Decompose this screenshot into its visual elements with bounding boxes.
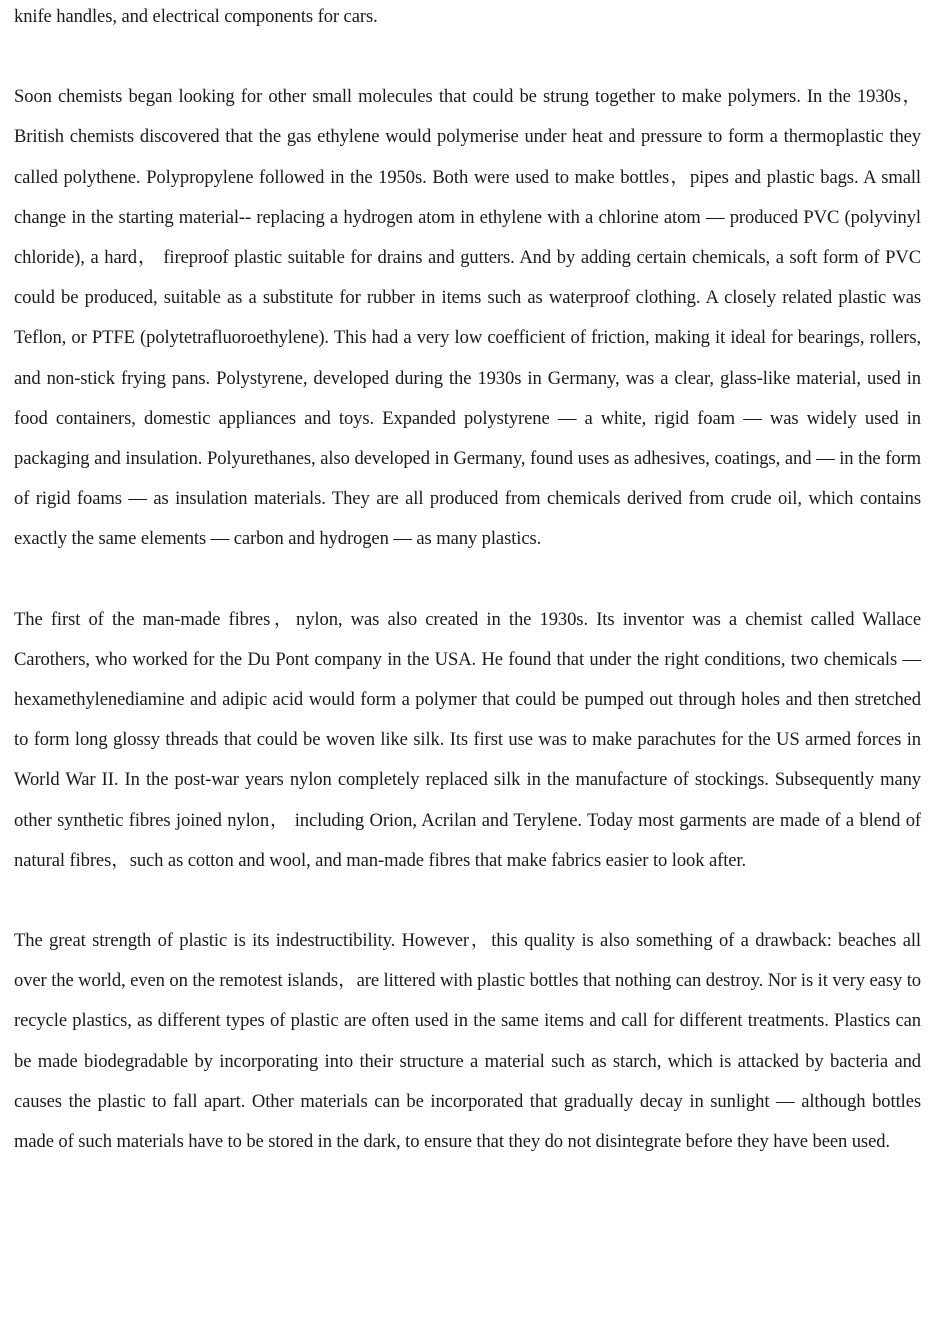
paragraph-spacer [14, 37, 921, 77]
paragraph-intro-fragment: knife handles, and electrical components for cars. [14, 6, 378, 27]
paragraph-spacer [14, 881, 921, 921]
paragraph-plastic-indestructibility: The great strength of plastic is its indestructibility. However，this quality is also something of a drawback: beaches all over the world, even on the remotest islands，are littered with plastic bottles that nothing can destroy. Nor is it very easy to recycle plastics, as different types of plastic are often used in the same items and call for different treatments. Plastics can be made biodegradable by incorporating into their structure a material such as starch, which is attacked by bacteria and causes the plastic to fall apart. Other materials can be incorporated that gradually decay in sunlight — although bottles made of such materials have to be stored in the dark, to ensure that they do not disintegrate before they have been used. [14, 930, 921, 1153]
document-page [14, 0, 921, 1162]
paragraph-plastics-types: Soon chemists began looking for other small molecules that could be strung together to make polymers. In the 1930s，British chemists discovered that the gas ethylene would polymerise under heat and pressure to form a thermoplastic they called polythene. Polypropylene followed in the 1950s. Both were used to make bottles，pipes and plastic bags. A small change in the starting material-- replacing a hydrogen atom in ethylene with a chlorine atom — produced PVC (polyvinyl chloride), a hard， fireproof plastic suitable for drains and gutters. And by adding certain chemicals, a soft form of PVC could be produced, suitable as a substitute for rubber in items such as waterproof clothing. A closely related plastic was Teflon, or PTFE (polytetrafluoroethylene). This had a very low coefficient of friction, making it ideal for bearings, rollers, and non-stick frying pans. Polystyrene, developed during the 1930s in Germany, was a clear, glass-like material, used in food containers, domestic appliances and toys. Expanded polystyrene — a white, rigid foam — was widely used in packaging and insulation. Polyurethanes, also developed in Germany, found uses as adhesives, coatings, and — in the form of rigid foams — as insulation materials. They are all produced from chemicals derived from crude oil, which contains exactly the same elements — carbon and hydrogen — as many plastics. [14, 86, 921, 550]
paragraph-spacer [14, 560, 921, 600]
paragraph-man-made-fibres: The first of the man-made fibres，nylon, was also created in the 1930s. Its inventor was a chemist called Wallace Carothers, who worked for the Du Pont company in the USA. He found that under the right conditions, two chemicals — hexamethylenediamine and adipic acid would form a polymer that could be pumped out through holes and then stretched to form long glossy threads that could be woven like silk. Its first use was to make parachutes for the US armed forces in World War II. In the post-war years nylon completely replaced silk in the manufacture of stockings. Subsequently many other synthetic fibres joined nylon， including Orion, Acrilan and Terylene. Today most garments are made of a blend of natural fibres，such as cotton and wool, and man-made fibres that make fabrics easier to look after. [14, 608, 921, 871]
